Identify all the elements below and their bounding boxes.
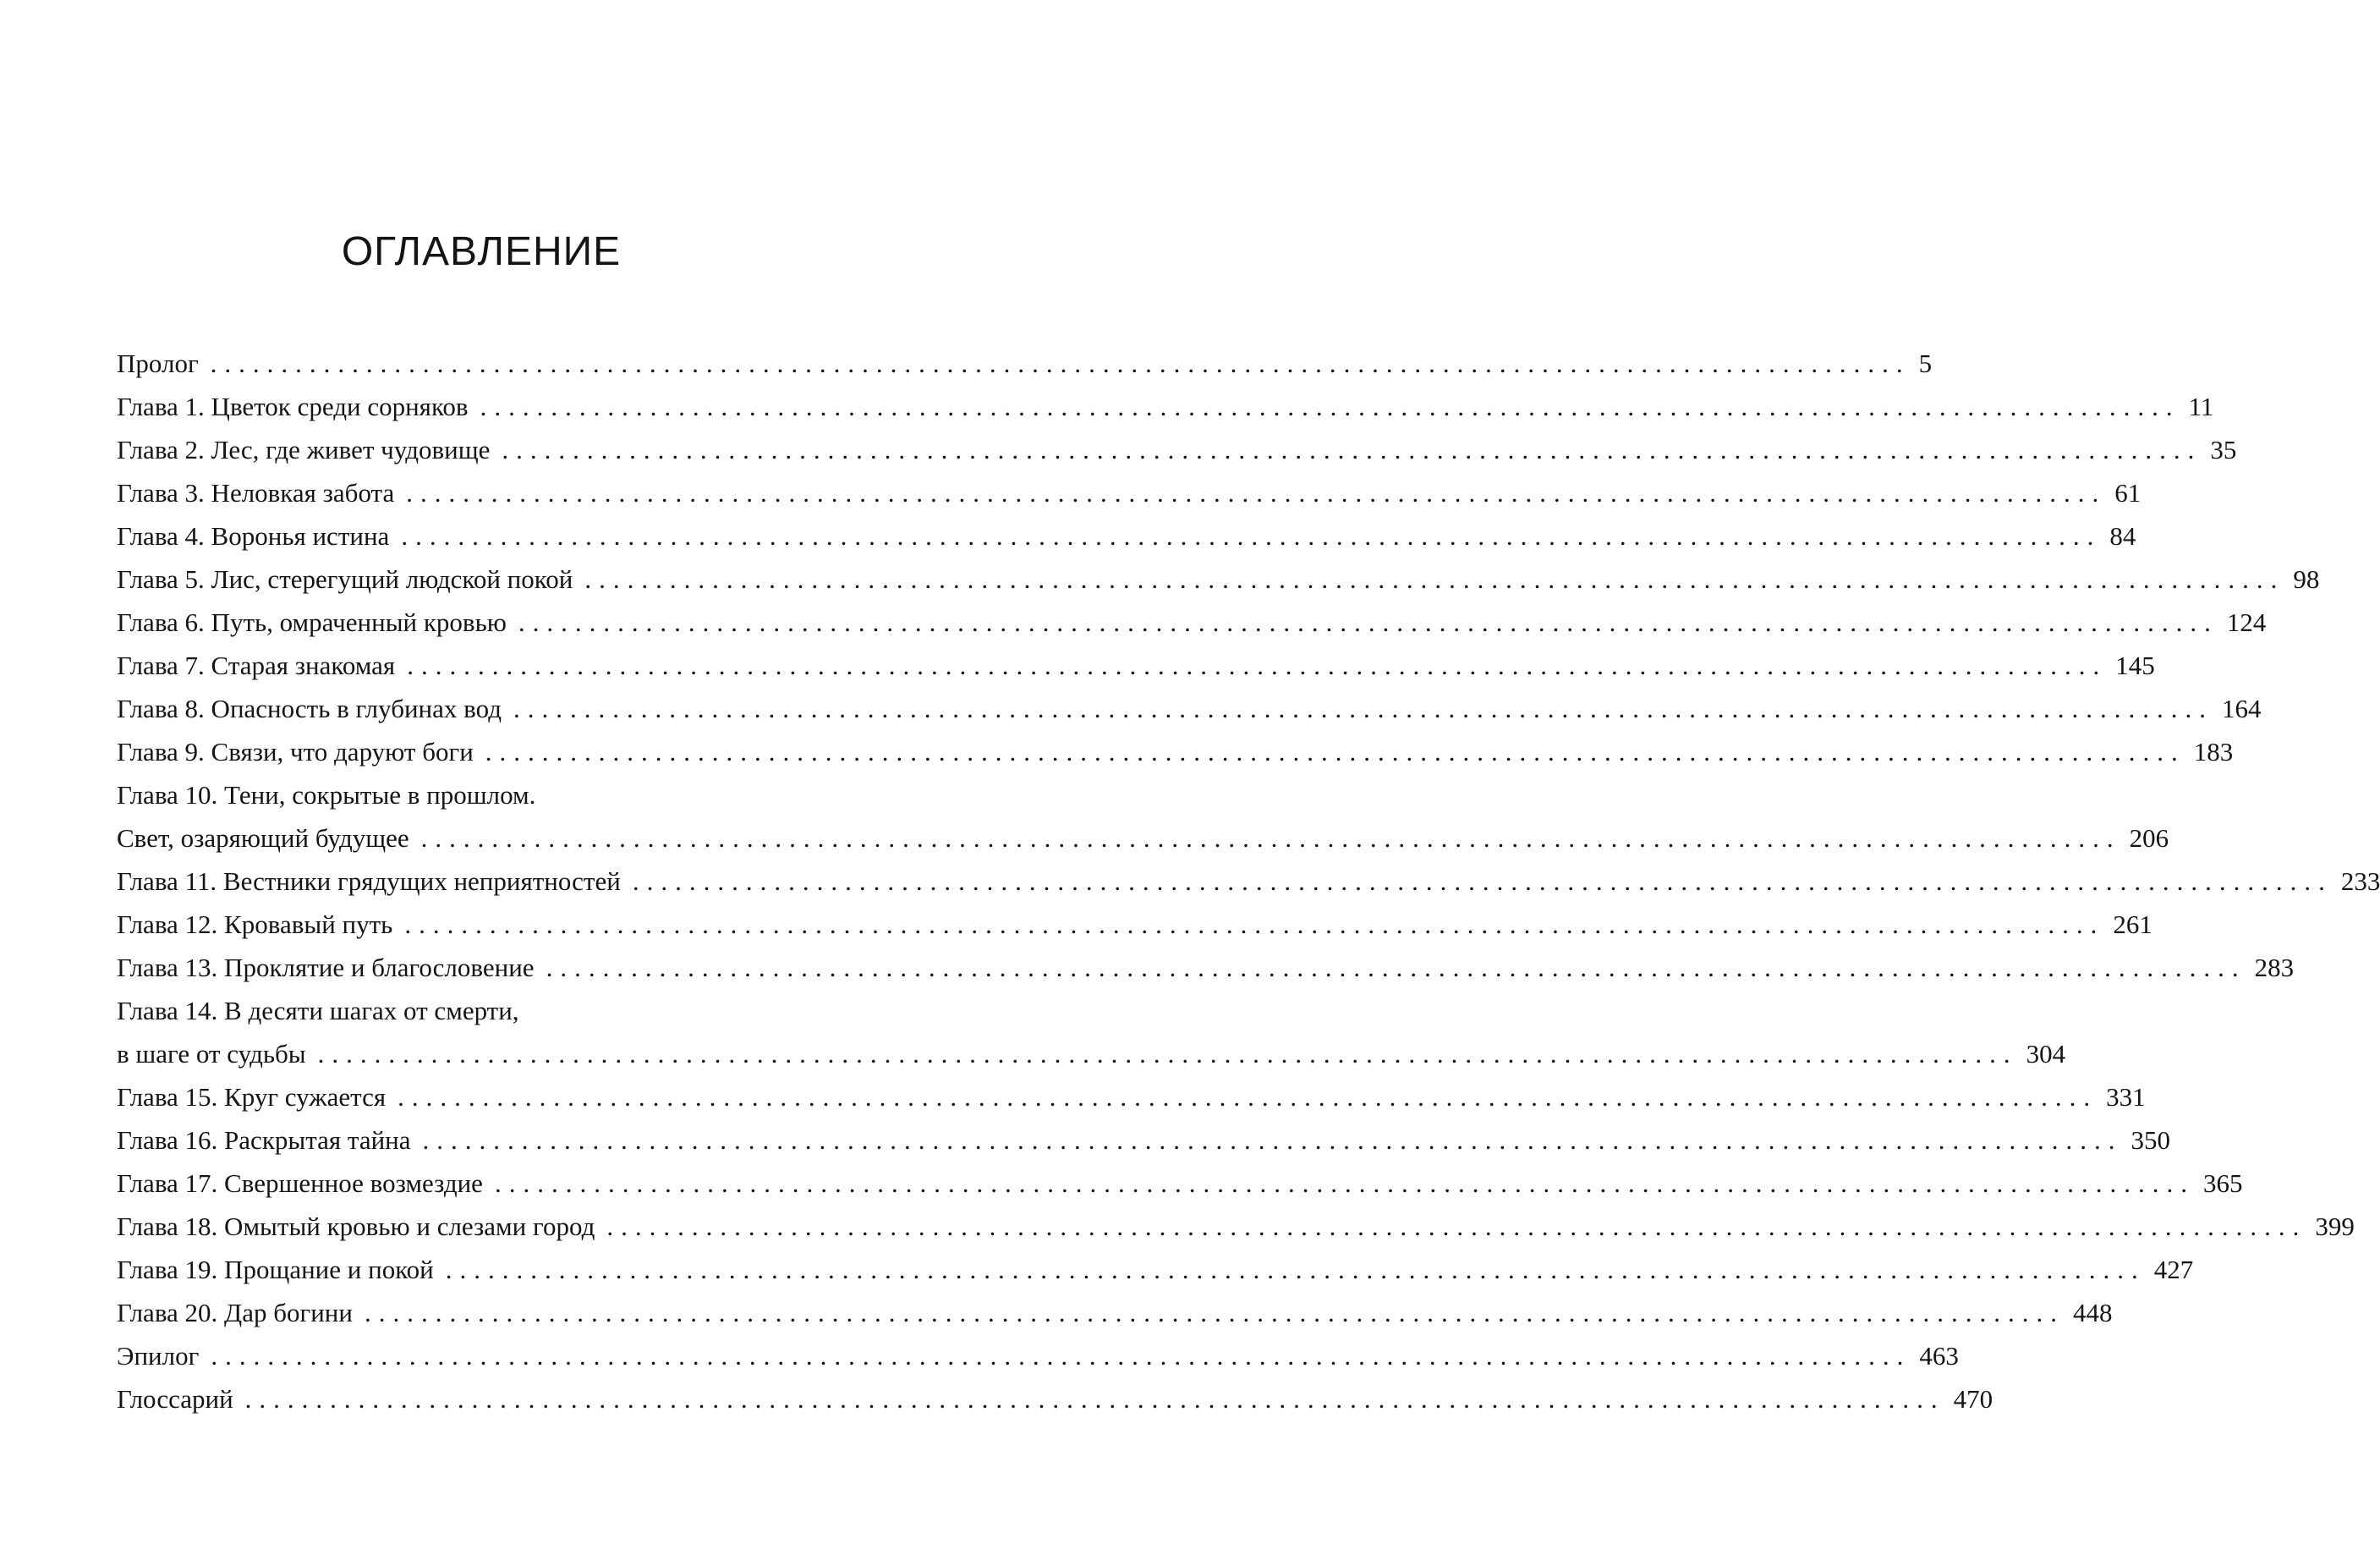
toc-entry-page-number: 206 xyxy=(2129,823,2169,853)
toc-entry-page-number: 304 xyxy=(2026,1039,2066,1069)
toc-entry-page-number: 331 xyxy=(2106,1082,2146,1112)
dot-leader: ........................................................................................................................ xyxy=(211,1341,1911,1371)
toc-entry-line xyxy=(117,1205,2355,1248)
toc-entry-line xyxy=(117,860,2380,903)
dot-leader: ........................................................................................................................ xyxy=(244,1384,1945,1414)
toc-entry-line xyxy=(117,946,2295,989)
toc-entry-line xyxy=(117,730,2234,773)
toc-entry-page-number: 35 xyxy=(2210,435,2237,464)
dot-leader: ........................................................................................................................ xyxy=(518,607,2218,637)
toc-entry xyxy=(117,471,2141,514)
dot-leader: ........................................................................................................................ xyxy=(494,1168,2195,1198)
toc-entry-line xyxy=(117,816,2169,860)
toc-entry xyxy=(117,989,2066,1075)
toc-entry xyxy=(117,860,2380,903)
toc-entry-line xyxy=(117,342,1933,385)
toc-entry-line xyxy=(117,514,2136,558)
dot-leader: ........................................................................................................................ xyxy=(502,435,2202,464)
toc-entry-line xyxy=(117,1118,2171,1162)
toc-entry-label: Глава 13. Проклятие и благословение xyxy=(117,953,535,982)
toc-entry xyxy=(117,644,2155,687)
toc-entry xyxy=(117,385,2214,428)
toc-entry-first-line xyxy=(117,989,856,1032)
toc-entry xyxy=(117,428,2237,471)
toc-entry-label: Глава 8. Опасность в глубинах вод xyxy=(117,694,502,723)
dot-leader: ........................................................................................................................ xyxy=(407,651,2108,680)
toc-entry-label-line1: Глава 14. В десяти шагах от смерти, xyxy=(117,996,519,1025)
toc-entry-page-number: 61 xyxy=(2114,478,2141,508)
toc-entry xyxy=(117,730,2234,773)
toc-entry-line xyxy=(117,558,2320,601)
dot-leader: ........................................................................................................................ xyxy=(398,1082,2098,1112)
toc-entry-label: Глава 4. Воронья истина xyxy=(117,521,390,551)
toc-entry-line xyxy=(117,1075,2146,1118)
toc-entry-line xyxy=(117,428,2237,471)
dot-leader: ........................................................................................................................ xyxy=(606,1212,2307,1241)
toc-entry-page-number: 98 xyxy=(2293,564,2320,594)
toc-entry-page-number: 233 xyxy=(2340,866,2380,896)
dot-leader: ........................................................................................................................ xyxy=(584,564,2285,594)
toc-entry-label: Глоссарий xyxy=(117,1384,233,1414)
dot-leader: ........................................................................................................................ xyxy=(401,521,2102,551)
toc-entry-line xyxy=(117,1377,1993,1420)
toc-entry-label: Глава 9. Связи, что даруют боги xyxy=(117,737,474,767)
toc-entry-line xyxy=(117,1162,2243,1205)
toc-entry-label: Глава 15. Круг сужается xyxy=(117,1082,387,1112)
toc-entry-page-number: 124 xyxy=(2226,607,2267,637)
toc-entry xyxy=(117,946,2295,989)
toc-entry-label-line1: Глава 10. Тени, сокрытые в прошлом. xyxy=(117,780,536,810)
toc-entry-label: Эпилог xyxy=(117,1341,200,1371)
toc-entry-line xyxy=(117,471,2141,514)
dot-leader: ........................................................................................................................ xyxy=(406,478,2107,508)
toc-entry xyxy=(117,1291,2113,1334)
toc-entry-page-number: 84 xyxy=(2109,521,2136,551)
toc-entry-line xyxy=(117,601,2267,644)
toc-entry-label: Глава 7. Старая знакомая xyxy=(117,651,396,680)
toc-entry-label: в шаге от судьбы xyxy=(117,1039,306,1069)
toc-entry-label: Глава 20. Дар богини xyxy=(117,1298,353,1327)
dot-leader: ........................................................................................................................ xyxy=(513,694,2213,723)
toc-entry-page-number: 470 xyxy=(1953,1384,1993,1414)
toc-entry xyxy=(117,601,2267,644)
toc-entry xyxy=(117,1205,2355,1248)
toc-entry-label: Свет, озаряющий будущее xyxy=(117,823,409,853)
toc-entry-page-number: 448 xyxy=(2072,1298,2113,1327)
dot-leader: ........................................................................................................................ xyxy=(420,823,2121,853)
toc-entry xyxy=(117,1118,2171,1162)
toc-entry-label: Глава 2. Лес, где живет чудовище xyxy=(117,435,491,464)
toc-entry-page-number: 427 xyxy=(2153,1255,2194,1284)
dot-leader: ........................................................................................................................ xyxy=(480,392,2180,421)
toc-entry-line xyxy=(117,903,2152,946)
page-title: ОГЛАВЛЕНИЕ xyxy=(341,229,622,274)
toc-entry-line xyxy=(117,687,2262,730)
toc-entry-page-number: 164 xyxy=(2221,694,2262,723)
toc-entry xyxy=(117,1334,1959,1377)
toc-entry-page-number: 5 xyxy=(1918,349,1933,378)
toc-entry xyxy=(117,903,2152,946)
toc-entry-page-number: 283 xyxy=(2254,953,2295,982)
dot-leader: ........................................................................................................................ xyxy=(422,1125,2123,1155)
toc-entry-page-number: 365 xyxy=(2202,1168,2243,1198)
toc-entry-page-number: 145 xyxy=(2115,651,2155,680)
toc-entry-label: Глава 12. Кровавый путь xyxy=(117,909,393,939)
toc-entry-line xyxy=(117,1248,2194,1291)
toc-entry-label: Глава 11. Вестники грядущих неприятностей xyxy=(117,866,621,896)
toc-entry-label: Глава 3. Неловкая забота xyxy=(117,478,395,508)
dot-leader: ........................................................................................................................ xyxy=(485,737,2185,767)
dot-leader: ........................................................................................................................ xyxy=(546,953,2246,982)
toc-entry-line xyxy=(117,644,2155,687)
toc-entry-label: Глава 19. Прощание и покой xyxy=(117,1255,434,1284)
toc-entry-label: Глава 16. Раскрытая тайна xyxy=(117,1125,411,1155)
toc-entry xyxy=(117,342,1933,385)
toc-entry xyxy=(117,514,2136,558)
toc-entry-label: Глава 5. Лис, стерегущий людской покой xyxy=(117,564,573,594)
toc-entry xyxy=(117,1162,2243,1205)
toc-entry xyxy=(117,558,2320,601)
dot-leader: ........................................................................................................................ xyxy=(317,1039,2018,1069)
dot-leader: ........................................................................................................................ xyxy=(210,349,1911,378)
table-of-contents xyxy=(117,342,2380,1420)
toc-entry-page-number: 183 xyxy=(2193,737,2234,767)
toc-entry-line xyxy=(117,385,2214,428)
dot-leader: ........................................................................................................................ xyxy=(632,866,2333,896)
toc-entry xyxy=(117,773,2169,860)
toc-entry-label: Пролог xyxy=(117,349,199,378)
toc-entry-line xyxy=(117,1334,1959,1377)
toc-entry-line xyxy=(117,1291,2113,1334)
toc-entry xyxy=(117,687,2262,730)
toc-entry-label: Глава 6. Путь, омраченный кровью xyxy=(117,607,507,637)
toc-entry xyxy=(117,1075,2146,1118)
toc-entry-page-number: 11 xyxy=(2188,392,2214,421)
toc-entry-page-number: 350 xyxy=(2130,1125,2171,1155)
toc-entry xyxy=(117,1248,2194,1291)
toc-entry-label: Глава 17. Свершенное возмездие xyxy=(117,1168,483,1198)
toc-entry xyxy=(117,1377,1993,1420)
toc-entry-label: Глава 1. Цветок среди сорняков xyxy=(117,392,469,421)
toc-entry-first-line xyxy=(117,773,856,816)
dot-leader: ........................................................................................................................ xyxy=(404,909,2105,939)
toc-entry-page-number: 399 xyxy=(2315,1212,2355,1241)
toc-entry-label: Глава 18. Омытый кровью и слезами город xyxy=(117,1212,595,1241)
toc-entry-page-number: 463 xyxy=(1919,1341,1959,1371)
dot-leader: ........................................................................................................................ xyxy=(364,1298,2065,1327)
dot-leader: ........................................................................................................................ xyxy=(445,1255,2146,1284)
toc-entry-line xyxy=(117,1032,2066,1075)
toc-entry-page-number: 261 xyxy=(2113,909,2152,939)
